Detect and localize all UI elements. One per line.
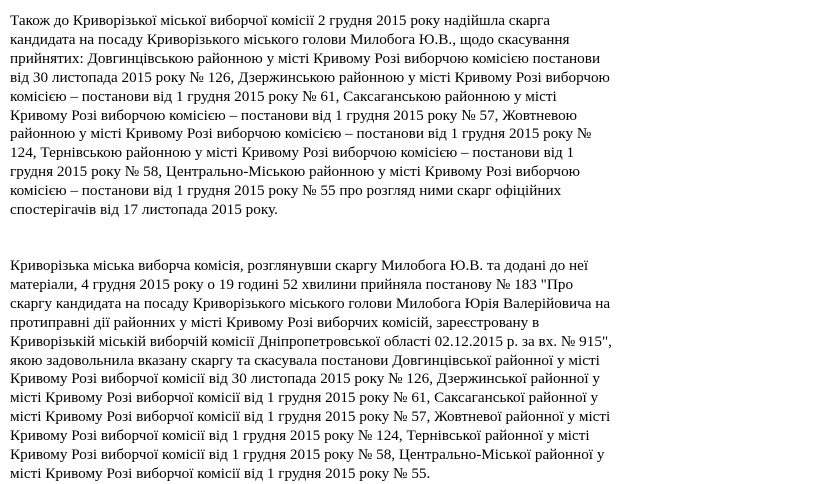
text-line: Кривому Розі виборчої комісії від 30 листопада 2015 року № 126, Дзержинської районної у (10, 370, 601, 388)
text-line: якою задовольнила вказану скаргу та скасувала постанови Довгинцівської районної у місті (10, 351, 600, 369)
text-line: місті Кривому Розі виборчої комісії від 1 грудня 2015 року № 55. (10, 464, 431, 482)
text-line: скаргу кандидата на посаду Криворізького міського голови Милобога Юрія Валерійовича на (10, 294, 611, 312)
text-line: протиправні дії районних у місті Кривому Розі виборчих комісій, зареєстровану в (10, 313, 540, 331)
text-line: комісією – постанови від 1 грудня 2015 року № 55 про розгляд ними скарг офіційних (10, 182, 562, 200)
text-line: прийнятих: Довгинцівською районною у місті Кривому Розі виборчою комісією постанови (10, 49, 601, 67)
text-line: районною у місті Кривому Розі виборчою комісією – постанови від 1 грудня 2015 року № (10, 125, 592, 143)
text-line: місті Кривому Розі виборчої комісії від 1 грудня 2015 року № 61, Саксаганської районної у (10, 389, 599, 407)
text-line: Криворізькій міській виборчій комісії Дніпропетровської області 02.12.2015 р. за вх. № 915", (10, 332, 612, 350)
text-line: Також до Криворізької міської виборчої комісії 2 грудня 2015 року надійшла скарга (10, 12, 551, 29)
text-line: Кривому Розі виборчої комісії від 1 грудня 2015 року № 124, Тернівської районної у місті (10, 427, 590, 445)
text-line: Криворізька міська виборча комісія, розглянувши скаргу Милобога Ю.В. та додані до неї (10, 256, 589, 274)
text-line: Кривому Розі виборчою комісією – постанови від 1 грудня 2015 року № 57, Жовтневою (10, 106, 578, 124)
text-line: грудня 2015 року № 58, Центрально-Міською районною у місті Кривому Розі виборчою (10, 163, 581, 181)
paragraph-decision (10, 257, 650, 484)
text-line: 124, Тернівською районною у місті Кривому Розі виборчою комісією – постанови від 1 (10, 144, 575, 162)
paragraph-complaint (10, 12, 650, 220)
text-line: матеріали, 4 грудня 2015 року о 19 годині 52 хвилини прийняла постанову № 183 "Про (10, 275, 574, 293)
text-line: кандидата на посаду Криворізького міського голови Милобога Ю.В., щодо скасування (10, 30, 570, 48)
text-line: місті Кривому Розі виборчої комісії від 1 грудня 2015 року № 57, Жовтневої районної у місті (10, 408, 611, 426)
document-body (10, 12, 650, 484)
text-line: Кривому Розі виборчої комісії від 1 грудня 2015 року № 58, Центрально-Міської районної у (10, 446, 605, 464)
text-line: від 30 листопада 2015 року № 126, Дзержинською районною у місті Кривому Розі виборчою (10, 68, 610, 86)
text-line: комісією – постанови від 1 грудня 2015 року № 61, Саксаганською районною у місті (10, 87, 557, 105)
text-line: спостерігачів від 17 листопада 2015 року. (10, 201, 278, 219)
